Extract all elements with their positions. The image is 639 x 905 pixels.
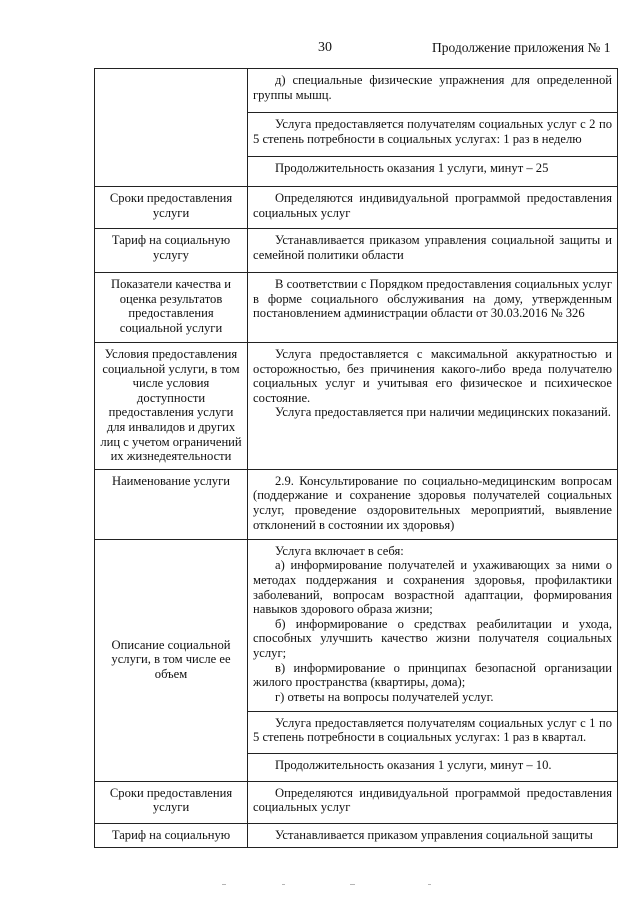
table-cell	[248, 187, 618, 229]
table-cell	[248, 273, 618, 343]
conditions-label: Условия предоставления социальной услуги, в том числе условия доступности предоставления услуги для инвалидов и других лиц с учетом ограничений их жизнедеятельности	[100, 347, 242, 464]
terms-label: Сроки предоставления услуги	[109, 191, 233, 220]
appendix-continuation-header: Продолжение приложения № 1	[432, 40, 611, 55]
terms-label: Сроки предоставления услуги	[109, 785, 233, 815]
table-cell	[248, 781, 618, 823]
table-row	[95, 539, 618, 711]
description-item: в) информирование о принципах безопасной организации жилого пространства (квартиры, дома);	[253, 660, 612, 690]
frequency-text: Услуга предоставляется получателям социальных услуг с 1 по 5 степень потребности в социальных услугах: 1 раз в квартал.	[253, 715, 612, 745]
tariff-value: Устанавливается приказом управления социальной защиты	[275, 827, 593, 842]
table-cell	[248, 539, 618, 711]
exercise-item: д) специальные физические упражнения для определенной группы мышц.	[253, 73, 612, 102]
terms-value: Определяются индивидуальной программой предоставления социальных услуг	[253, 191, 612, 220]
conditions-paragraph: Услуга предоставляется с максимальной аккуратностью и осторожностью, без причинения какого-либо вреда получателю социальных услуг и учитывая его физическое и психическое состояние.	[253, 347, 612, 405]
scan-artifacts	[222, 884, 442, 888]
description-label: Описание социальной услуги, в том числе ее объем	[111, 637, 231, 682]
services-table	[94, 68, 618, 848]
duration-text: Продолжительность оказания 1 услуги, минут – 25	[275, 161, 549, 175]
table-label-cell	[95, 187, 248, 229]
table-label-cell	[95, 539, 248, 781]
terms-value: Определяются индивидуальной программой предоставления социальных услуг	[253, 785, 612, 815]
description-item: г) ответы на вопросы получателей услуг.	[275, 689, 494, 704]
table-row	[95, 469, 618, 539]
table-row	[95, 69, 618, 113]
tariff-value: Устанавливается приказом управления социальной защиты и семейной политики области	[253, 233, 612, 262]
description-intro: Услуга включает в себя:	[275, 543, 404, 558]
table-row	[95, 781, 618, 823]
table-cell	[248, 711, 618, 753]
empty-label-cell	[95, 69, 248, 187]
table-row	[95, 823, 618, 848]
description-item: а) информирование получателей и ухаживающих за ними о методах поддержания и сохранения здоровья, профилактики заболеваний, вопросам возрастной адаптации, формирования навыков здорового образа жизни;	[253, 558, 612, 617]
table-cell	[248, 113, 618, 157]
table-label-cell	[95, 343, 248, 470]
table-row	[95, 273, 618, 343]
table-row	[95, 229, 618, 273]
service-name-label: Наименование услуги	[112, 473, 230, 488]
table-label-cell	[95, 823, 248, 848]
tariff-label: Тариф на социальную услугу	[111, 233, 231, 262]
duration-text: Продолжительность оказания 1 услуги, минут – 10.	[275, 757, 552, 772]
table-cell	[248, 823, 618, 848]
description-item: б) информирование о средствах реабилитации и ухода, способных улучшить качество жизни получателя социальных услуг;	[253, 616, 612, 660]
table-label-cell	[95, 273, 248, 343]
conditions-paragraph: Услуга предоставляется при наличии медицинских показаний.	[275, 405, 611, 420]
table-cell	[248, 469, 618, 539]
service-name-value: 2.9. Консультирование по социально-медицинским вопросам (поддержание и сохранение здоровья получателей социальных услуг, проведение оздоровительных мероприятий, выявление отклонений в состоянии их здоровья)	[253, 473, 612, 532]
frequency-text: Услуга предоставляется получателям социальных услуг с 2 по 5 степень потребности в социальных услугах: 1 раз в неделю	[253, 117, 612, 146]
page-number: 30	[318, 40, 332, 55]
table-label-cell	[95, 781, 248, 823]
quality-indicators-value: В соответствии с Порядком предоставления социальных услуг в форме социального обслуживания на дому, утвержденным постановлением администрации области от 30.03.2016 № 326	[253, 277, 612, 321]
table-row	[95, 343, 618, 470]
table-cell	[248, 157, 618, 187]
table-cell	[248, 229, 618, 273]
table-cell	[248, 753, 618, 781]
tariff-label: Тариф на социальную	[111, 827, 231, 842]
quality-indicators-label: Показатели качества и оценка результатов предоставления социальной услуги	[110, 277, 231, 335]
table-row	[95, 187, 618, 229]
table-label-cell	[95, 469, 248, 539]
table-label-cell	[95, 229, 248, 273]
table-cell	[248, 343, 618, 470]
table-cell	[248, 69, 618, 113]
